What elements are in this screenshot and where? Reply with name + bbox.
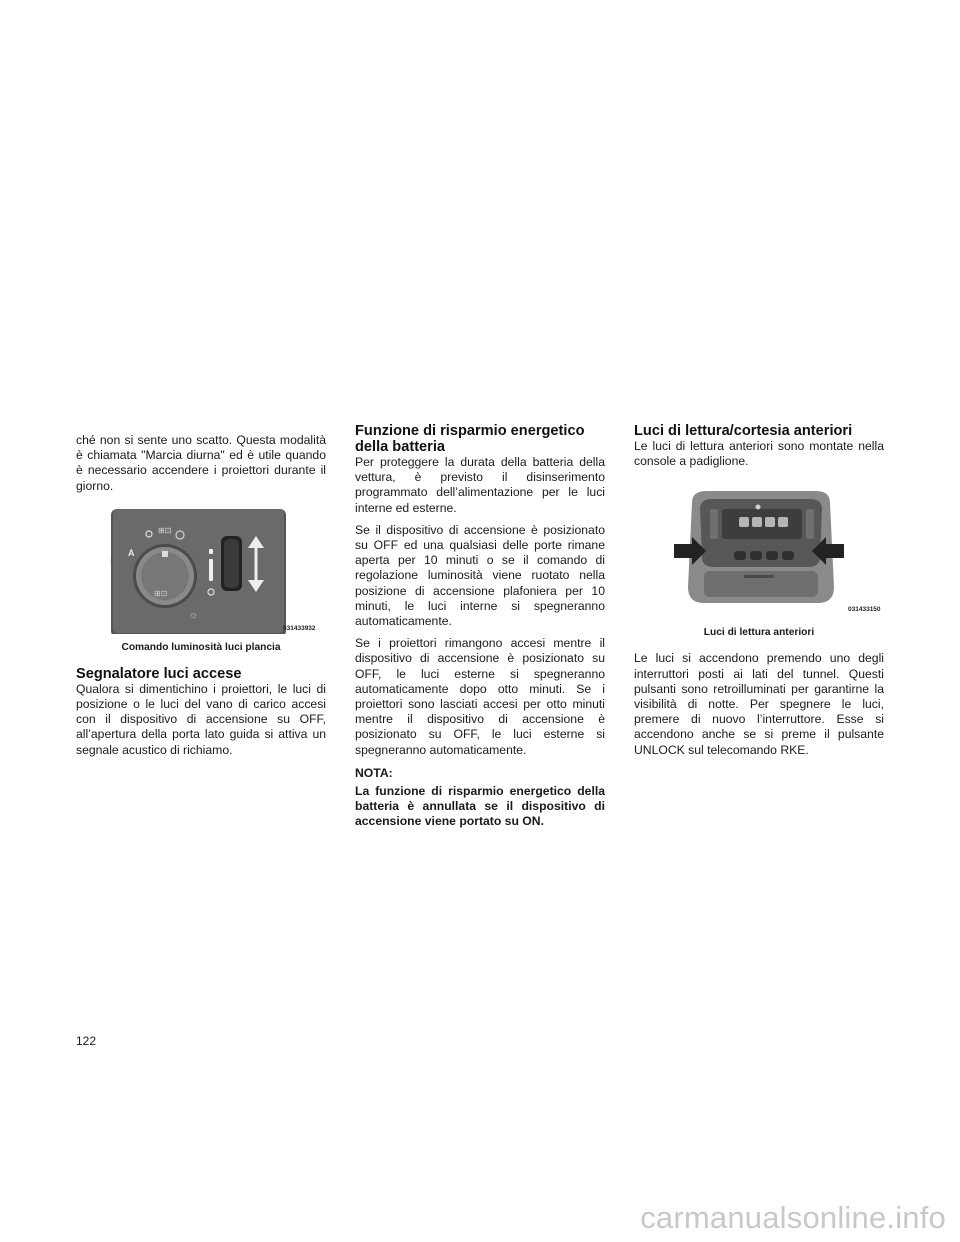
middle-column — [355, 423, 605, 837]
figure2-caption: Luci di lettura anteriori — [703, 627, 815, 639]
figure1-code: 031433932 — [283, 624, 316, 632]
figure2-code: 031433150 — [848, 606, 881, 614]
figure1-caption: Comando luminosità luci plancia — [121, 641, 281, 653]
note-text: La funzione di risparmio energetico della batteria è annullata se il dispositivo di accensione viene portato su ON. — [355, 784, 605, 829]
svg-text:⊞⊡: ⊞⊡ — [154, 588, 168, 598]
reading-lights-image — [634, 479, 884, 619]
note-label: NOTA: — [355, 765, 393, 780]
section-title-risparmio: Funzione di risparmio energetico della batteria — [355, 423, 585, 455]
headlight-switch-image — [76, 504, 326, 634]
reading-lights-figure — [634, 479, 884, 638]
svg-text:⊞⊡: ⊞⊡ — [158, 525, 172, 535]
left-column — [76, 433, 326, 765]
svg-text:☼: ☼ — [189, 609, 199, 621]
dial-letter: A — [128, 547, 135, 558]
right-column — [634, 423, 884, 765]
headlight-switch-figure — [76, 504, 326, 653]
section-title-segnalatore: Segnalatore luci accese — [76, 665, 242, 682]
intro-paragraph: ché non si sente uno scatto. Questa modalità è chiamata "Marcia diurna" ed è utile quando è necessario accendere i proiettori durante il giorno. — [76, 433, 326, 493]
section-title-luci-lettura: Luci di lettura/cortesia anteriori — [634, 423, 853, 439]
risparmio-paragraph-3: Se i proiettori rimangono accesi mentre il dispositivo di accensione è posizionato su OFF, le luci esterne si spegneranno automaticamente dopo otto minuti. Se i proiettori sono lasciati accesi per otto minuti mentre il dispositivo di accensione è posizionato su OFF, le luci esterne si spegneranno automaticamente. — [355, 636, 605, 757]
risparmio-paragraph-2: Se il dispositivo di accensione è posizionato su OFF ed una qualsiasi delle porte rimane aperta per 10 minuti o se il comando di regolazione luminosità viene ruotato nella posizione di accensione plafoniera per 10 minuti, le luci interne si spegneranno automaticamente. — [355, 522, 605, 629]
luci-lettura-body: Le luci si accendono premendo uno degli interruttori posti ai lati del tunnel. Questi pulsanti sono retroilluminati per garantirne la visibilità di notte. Per spegnere le luci, premere di nuovo l’interruttore. Esse si accendono anche se si preme il pulsante UNLOCK sul telecomando RKE. — [634, 651, 884, 757]
luci-lettura-intro: Le luci di lettura anteriori sono montate nella console a padiglione. — [634, 439, 884, 469]
watermark: carmanualsonline.info — [640, 1200, 946, 1235]
page-number: 122 — [76, 1034, 97, 1048]
segnalatore-paragraph: Qualora si dimentichino i proiettori, le luci di posizione o le luci del vano di carico accesi con il dispositivo di accensione su OFF, all’apertura della porta lato guida si attiva un segnale acustico di richiamo. — [76, 681, 326, 757]
risparmio-paragraph-1: Per proteggere la durata della batteria della vettura, è previsto il disinserimento programmato dell’alimentazione per le luci interne ed esterne. — [355, 455, 605, 515]
